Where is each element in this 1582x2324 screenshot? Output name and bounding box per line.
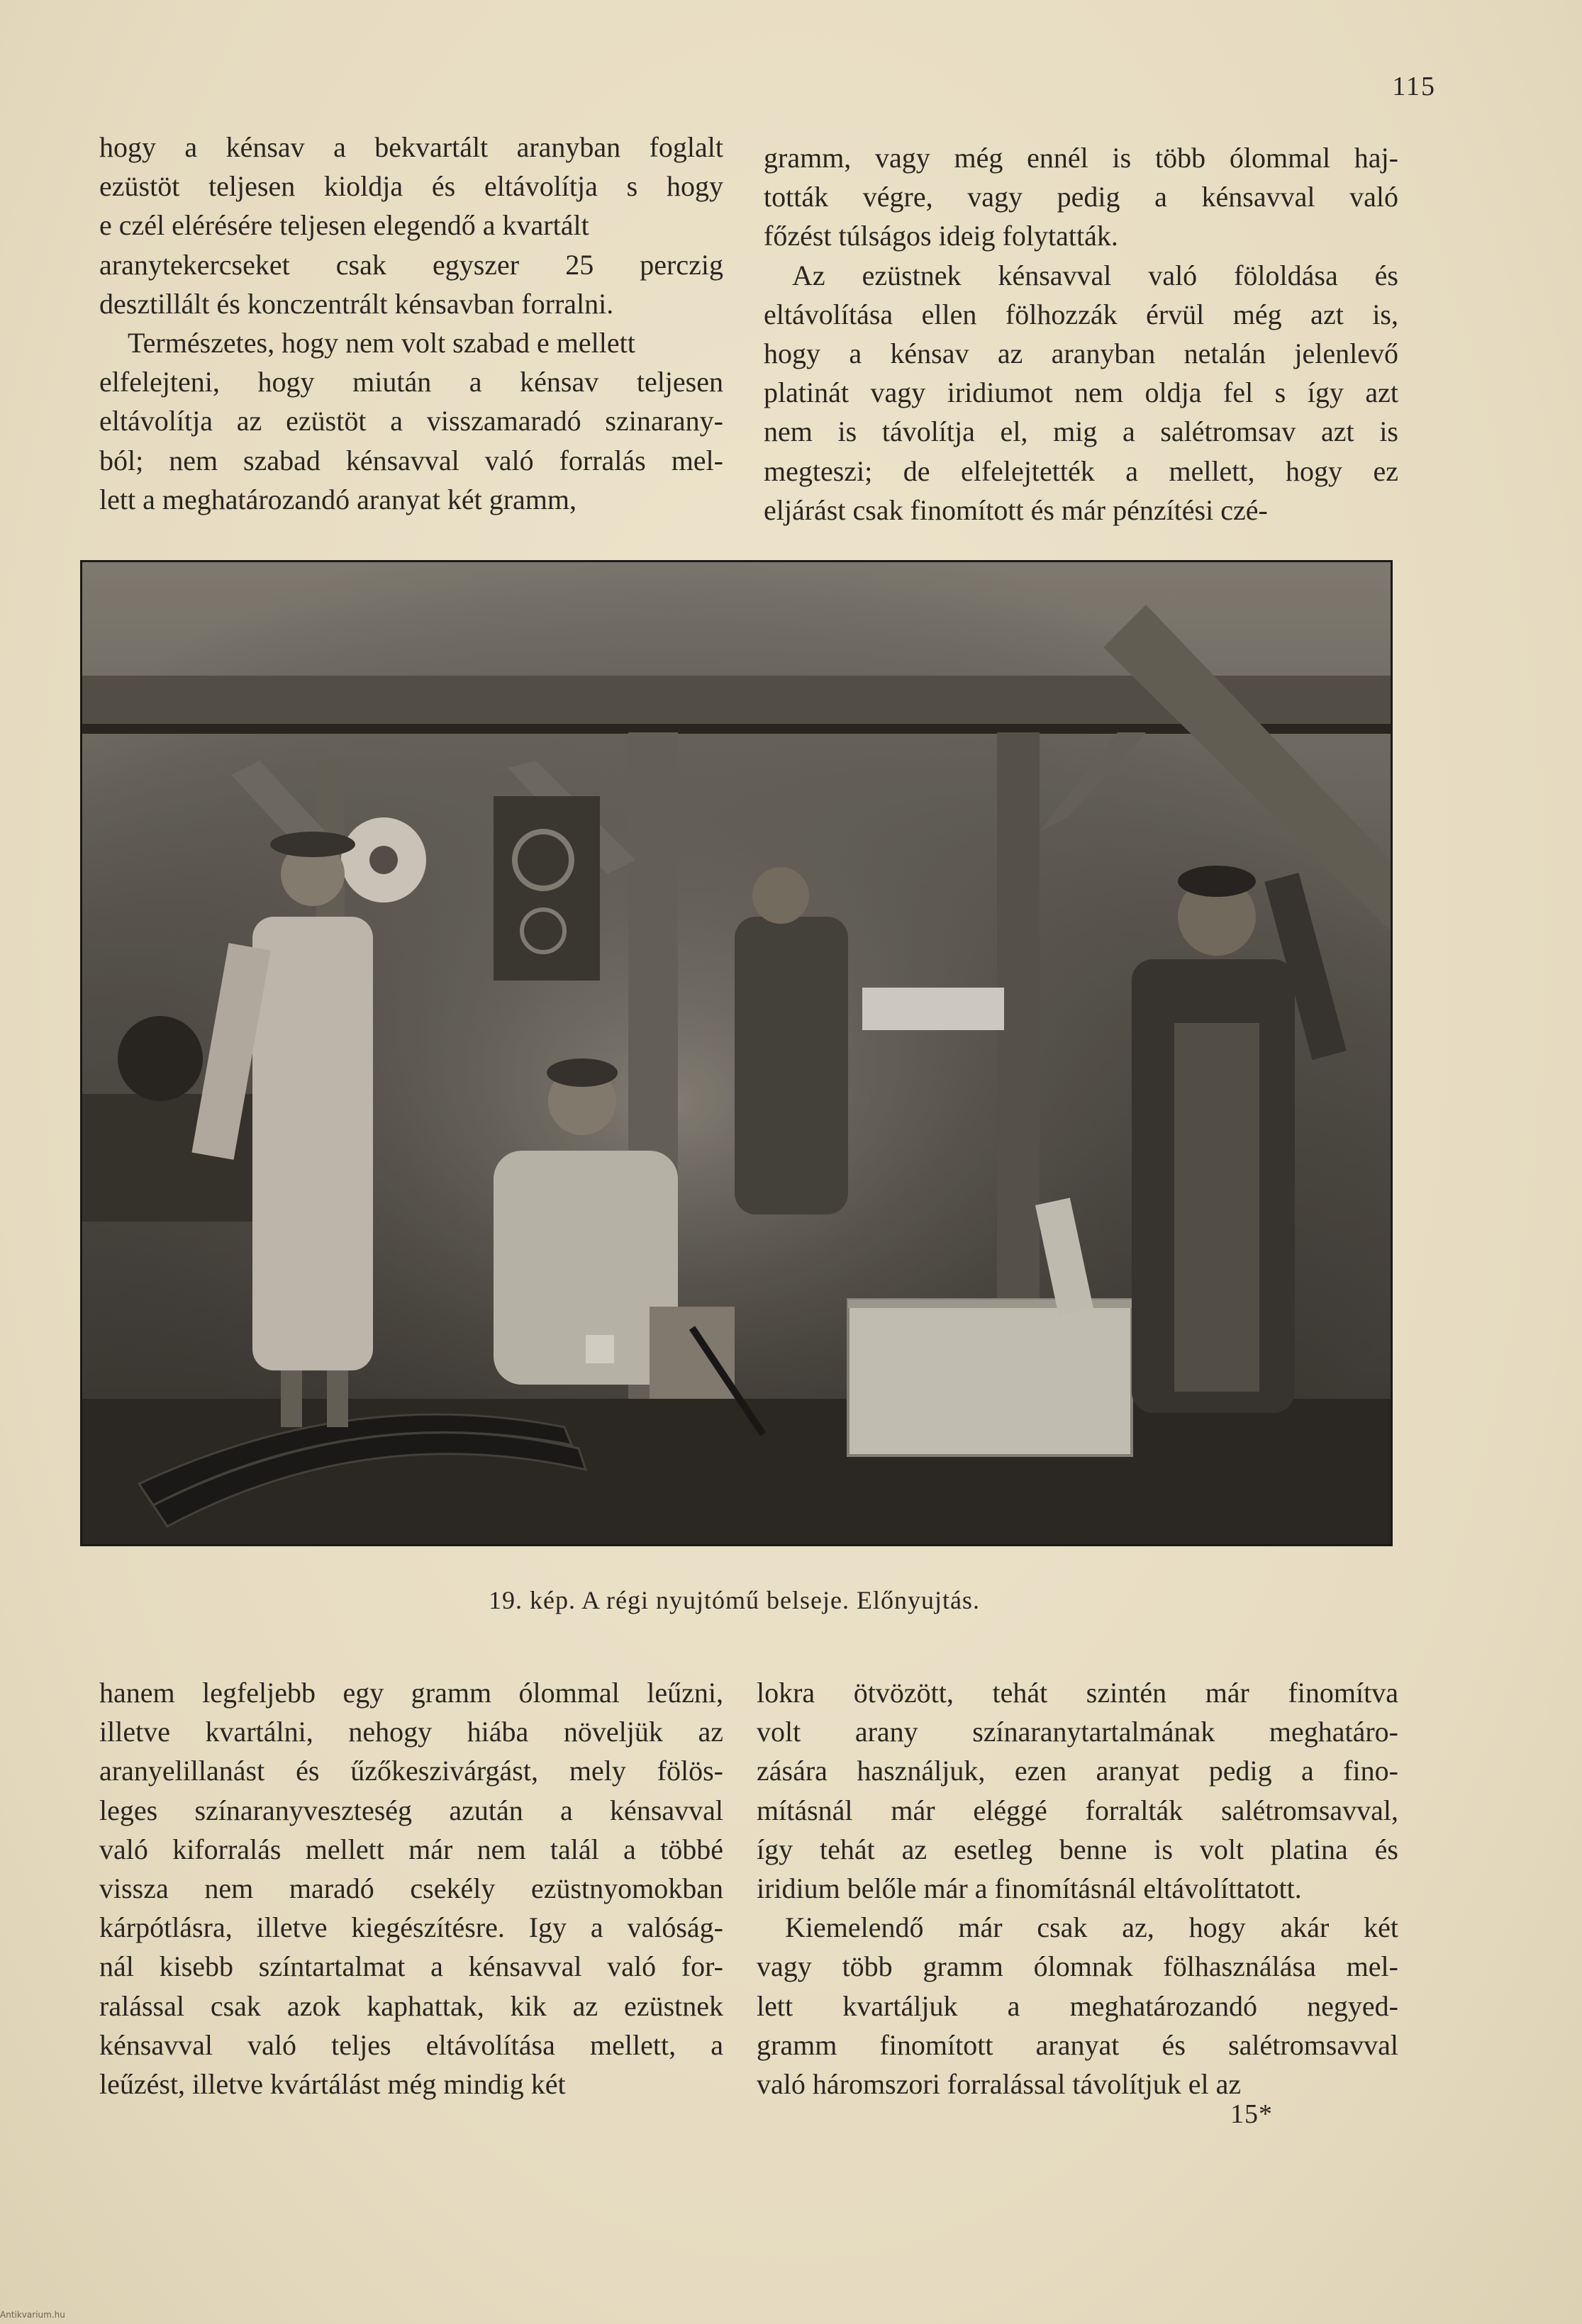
text-line: lett kvartáljuk a meghatározandó negyed- [757, 1989, 1398, 2022]
text-line: Természetes, hogy nem volt szabad e mellett [128, 327, 635, 359]
text-line: nem is távolítja el, mig a salétromsav azt is [764, 415, 1398, 448]
text-line: aranyelillanást és űzőkeszivárgást, mely fölös- [99, 1755, 723, 1787]
text-line: iridium belőle már a finomításnál eltávolíttatott. [757, 1872, 1302, 1905]
bottom-right-column [757, 1673, 1398, 2104]
text-line: aranytekercseket csak egyszer 25 perczig [99, 248, 723, 281]
text-line: gramm, vagy még ennél is több ólommal haj- [764, 142, 1398, 174]
text-line: való kiforralás mellett már nem talál a többé [99, 1833, 723, 1865]
text-line: illetve kvartálni, nehogy hiába növeljük az [99, 1716, 723, 1748]
text-line: leges színaranyveszteség azután a kénsavval [99, 1794, 723, 1826]
text-line: platinát vagy iridiumot nem oldja fel s így azt [764, 376, 1398, 409]
text-line: kárpótlásra, illetve kiegészítésre. Igy a valóság- [99, 1911, 723, 1944]
watermark: Antikvarium.hu [0, 2310, 65, 2320]
text-line: tották végre, vagy pedig a kénsavval való [764, 181, 1398, 213]
figure-caption: 19. kép. A régi nyujtómű belseje. Előnyujtás. [489, 1586, 980, 1614]
text-line: lokra ötvözött, tehát szintén már finomítva [757, 1677, 1398, 1709]
text-line: kénsavval való teljes eltávolítása mellett, a [99, 2028, 723, 2061]
text-line: ralással csak azok kaphattak, kik az ezüstnek [99, 1989, 723, 2022]
text-line: ezüstöt teljesen kioldja és eltávolítja s hogy [99, 170, 723, 203]
text-line: eljárást csak finomított és már pénzítési czé- [764, 493, 1268, 526]
text-line: e czél elérésére teljesen elegendő a kvartált [99, 209, 589, 242]
text-line: főzést túlságos ideig folytatták. [764, 220, 1118, 252]
text-line: hogy a kénsav a bekvartált aranyban foglalt [99, 131, 723, 163]
text-line: vissza nem maradó csekély ezüstnyomokban [99, 1872, 723, 1905]
workshop-photo-illustration [82, 562, 1391, 1544]
text-line: hogy a kénsav az aranyban netalán jelenlevő [764, 337, 1398, 370]
signature-mark: 15* [1230, 2099, 1273, 2129]
figure-photo [80, 560, 1393, 1546]
top-left-column [99, 128, 723, 519]
text-line: nál kisebb színtartalmat a kénsavval való for- [99, 1950, 723, 1983]
text-line: gramm finomított aranyat és salétromsavval [757, 2028, 1398, 2061]
text-line: elfelejteni, hogy miután a kénsav teljesen [99, 366, 723, 398]
page-number: 115 [1392, 72, 1436, 101]
text-line: eltávolítása ellen fölhozzák érvül még azt is, [764, 298, 1398, 330]
text-line: eltávolítja az ezüstöt a visszamaradó szinarany- [99, 405, 723, 437]
text-line: megteszi; de elfelejtették a mellett, hogy ez [764, 454, 1398, 487]
text-line: Kiemelendő már csak az, hogy akár két [785, 1911, 1398, 1944]
text-line: Az ezüstnek kénsavval való föloldása és [792, 259, 1398, 291]
text-line: így tehát az esetleg benne is volt platina és [757, 1833, 1398, 1865]
text-line: desztillált és konczentrált kénsavban forralni. [99, 287, 614, 320]
text-line: leűzést, illetve kvártálást még mindig két [99, 2068, 566, 2101]
text-line: ból; nem szabad kénsavval való forralás mel- [99, 444, 723, 476]
text-line: zására használjuk, ezen aranyat pedig a fino- [757, 1755, 1398, 1787]
text-line: hanem legfeljebb egy gramm ólommal leűzni, [99, 1677, 723, 1709]
text-line: volt arany színaranytartalmának meghatáro- [757, 1716, 1398, 1748]
bottom-left-column [99, 1673, 723, 2104]
text-line: mításnál már eléggé forralták salétromsavval, [757, 1794, 1398, 1826]
text-line: való háromszori forralással távolítjuk el az [757, 2068, 1242, 2101]
text-line: lett a meghatározandó aranyat két gramm, [99, 483, 577, 515]
text-line: vagy több gramm ólomnak fölhasználása mel- [757, 1950, 1398, 1983]
top-right-column [764, 138, 1398, 530]
